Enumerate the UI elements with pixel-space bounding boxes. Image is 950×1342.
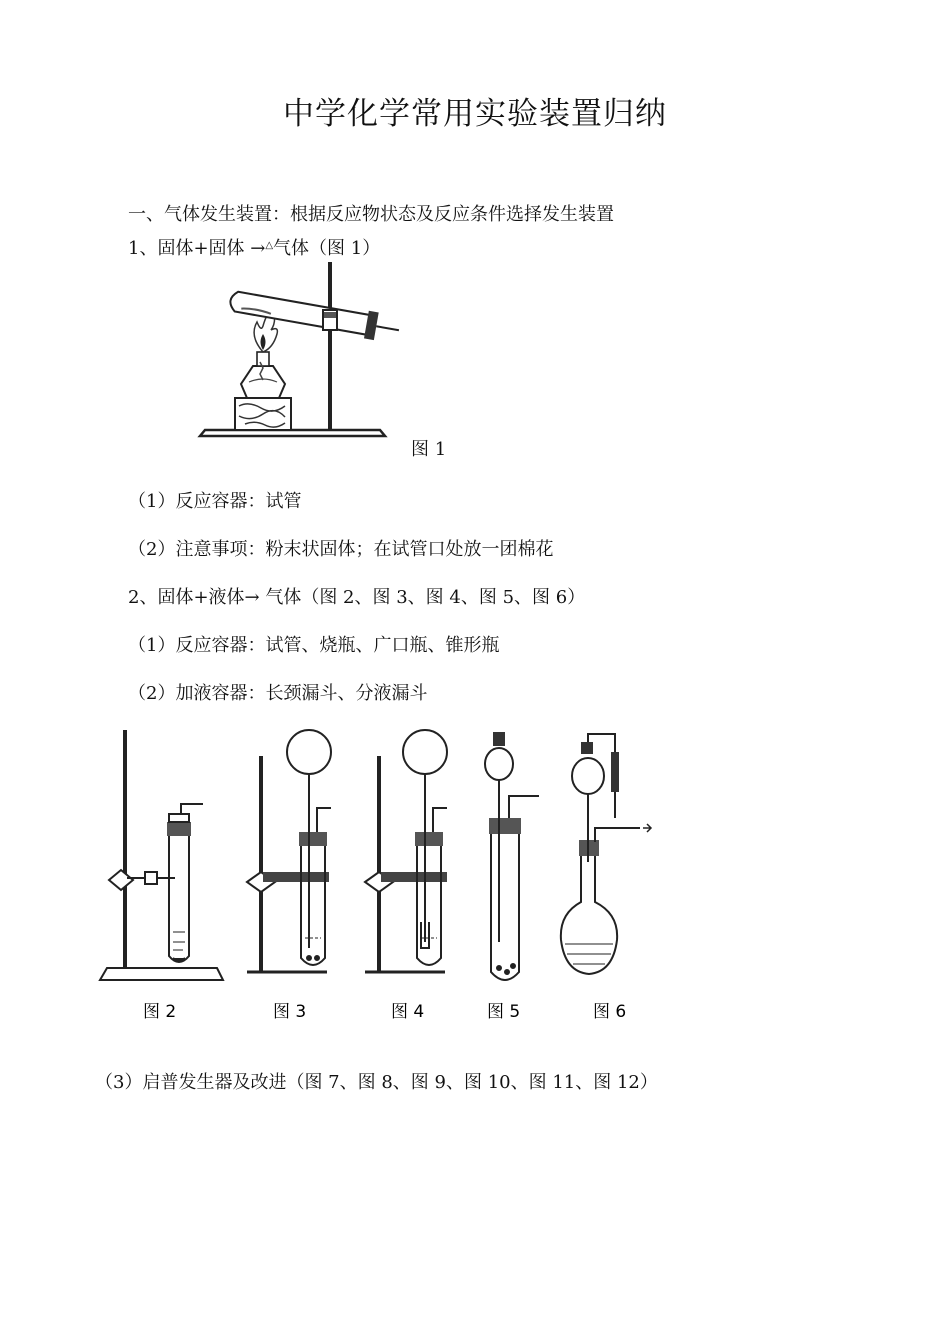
item-2-container: （1）反应容器：试管、烧瓶、广口瓶、锥形瓶 [128,635,500,656]
page-title: 中学化学常用实验装置归纳 [283,96,667,132]
heating-condition-mark: △ [265,240,274,251]
figure-1-caption: 图 1 [411,439,447,460]
item-solid-solid-suffix: 气体（图 1） [273,238,381,259]
item-1-container: （1）反应容器：试管 [128,491,302,512]
section-heading-gas-generator: 一、气体发生装置：根据反应物状态及反应条件选择发生装置 [128,204,614,225]
figure-2-caption: 图 2 [143,1002,177,1022]
figure-4-caption: 图 4 [391,1002,425,1022]
figure-3-caption: 图 3 [273,1002,307,1022]
item-2-funnel: （2）加液容器：长颈漏斗、分液漏斗 [128,683,428,704]
figure-5-caption: 图 5 [487,1002,521,1022]
figure-1-illustration [195,260,405,450]
figure-6-caption: 图 6 [593,1002,627,1022]
item-kipp-generator: （3）启普发生器及改进（图 7、图 8、图 9、图 10、图 11、图 12） [95,1072,658,1093]
figures-2-6-illustration [95,722,675,1030]
item-1-note: （2）注意事项：粉末状固体；在试管口处放一团棉花 [128,539,554,560]
item-solid-solid [128,234,380,260]
item-solid-solid-prefix: 1、固体+固体 → [128,238,266,259]
item-solid-liquid: 2、固体+液体→ 气体（图 2、图 3、图 4、图 5、图 6） [128,587,586,608]
